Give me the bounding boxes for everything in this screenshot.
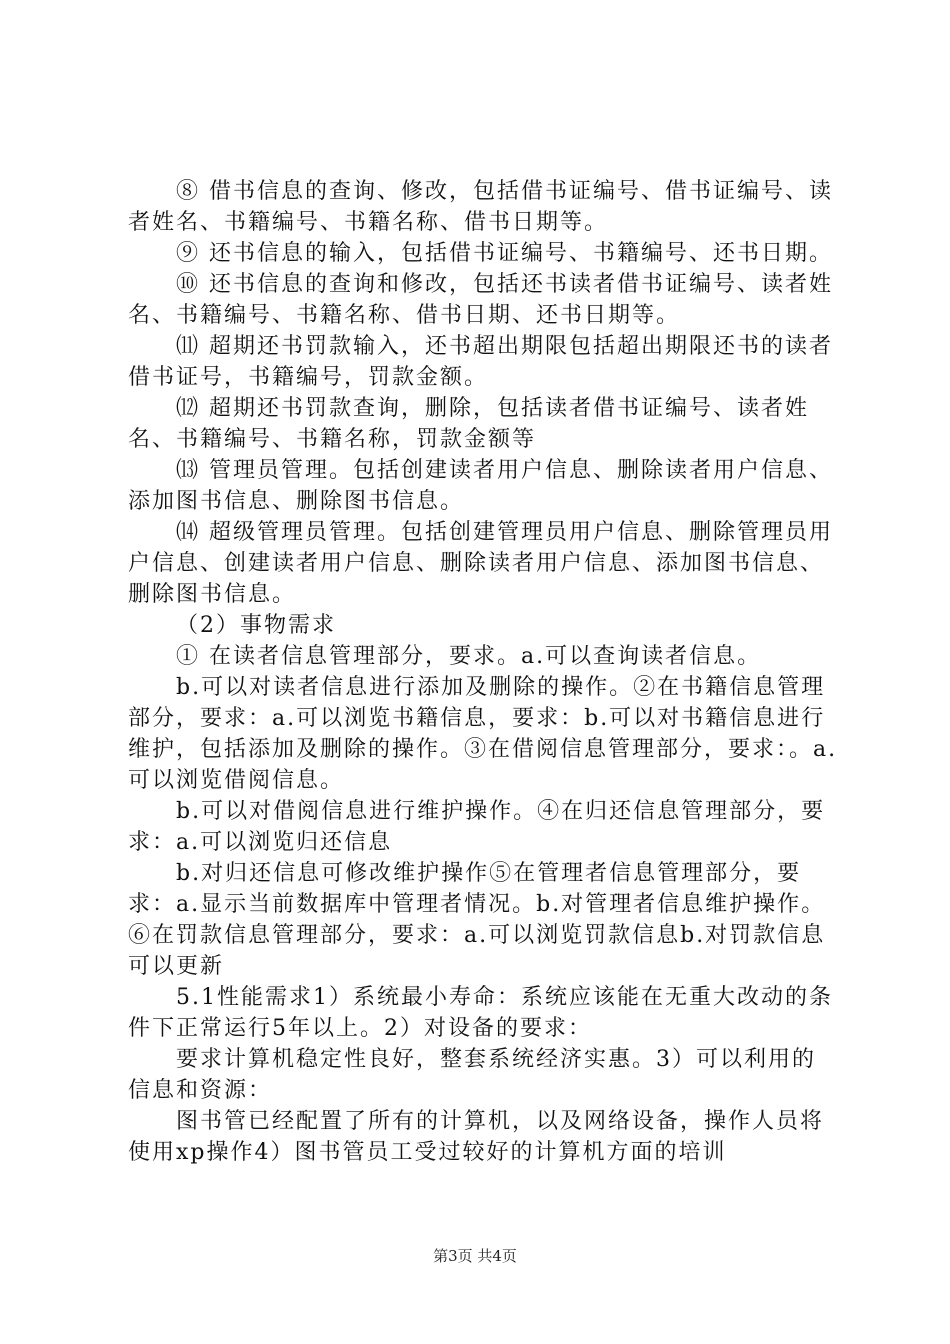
paragraph-req-2: b.可以对读者信息进行添加及删除的操作。②在书籍信息管理部分，要求：a.可以浏览书籍信息，要求：b.可以对书籍信息进行维护，包括添加及删除的操作。③在借阅信息管理部分，要求：。a.可以浏览借阅信息。 (128, 675, 838, 793)
document-body (128, 176, 838, 1168)
paragraph-item-9: ⑨ 还书信息的输入，包括借书证编号、书籍编号、还书日期。 (176, 241, 833, 266)
paragraph-req-1: ① 在读者信息管理部分，要求。a.可以查询读者信息。 (176, 644, 762, 669)
paragraph-item-13: ⒀ 管理员管理。包括创建读者用户信息、删除读者用户信息、添加图书信息、删除图书信息。 (128, 458, 833, 514)
section-heading: （2）事物需求 (176, 613, 336, 638)
paragraph-item-10: ⑩ 还书信息的查询和修改，包括还书读者借书证编号、读者姓名、书籍编号、书籍名称、借书日期、还书日期等。 (128, 272, 833, 328)
paragraph-performance: 5.1性能需求1）系统最小寿命：系统应该能在无重大改动的条件下正常运行5年以上。2）对设备的要求： (128, 985, 833, 1041)
paragraph-item-11: ⑾ 超期还书罚款输入，还书超出期限包括超出期限还书的读者借书证号，书籍编号，罚款金额。 (128, 334, 833, 390)
paragraph-equipment: 要求计算机稳定性良好，整套系统经济实惠。3）可以利用的信息和资源： (128, 1047, 816, 1103)
page-number-footer: 第3页 共4页 (433, 1247, 517, 1265)
paragraph-item-12: ⑿ 超期还书罚款查询，删除，包括读者借书证编号、读者姓名、书籍编号、书籍名称，罚款金额等 (128, 396, 809, 452)
paragraph-resources: 图书管已经配置了所有的计算机，以及网络设备，操作人员将使用xp操作4）图书管员工受过较好的计算机方面的培训 (128, 1109, 825, 1165)
paragraph-item-8: ⑧ 借书信息的查询、修改，包括借书证编号、借书证编号、读者姓名、书籍编号、书籍名称、借书日期等。 (128, 179, 833, 235)
paragraph-req-3: b.可以对借阅信息进行维护操作。④在归还信息管理部分，要求：a.可以浏览归还信息 (128, 799, 826, 855)
paragraph-req-4: b.对归还信息可修改维护操作⑤在管理者信息管理部分，要求：a.显示当前数据库中管理者情况。b.对管理者信息维护操作。⑥在罚款信息管理部分，要求：a.可以浏览罚款信息b.对罚款信息可以更新 (128, 861, 826, 979)
paragraph-item-14: ⒁ 超级管理员管理。包括创建管理员用户信息、删除管理员用户信息、创建读者用户信息、删除读者用户信息、添加图书信息、删除图书信息。 (128, 520, 833, 607)
